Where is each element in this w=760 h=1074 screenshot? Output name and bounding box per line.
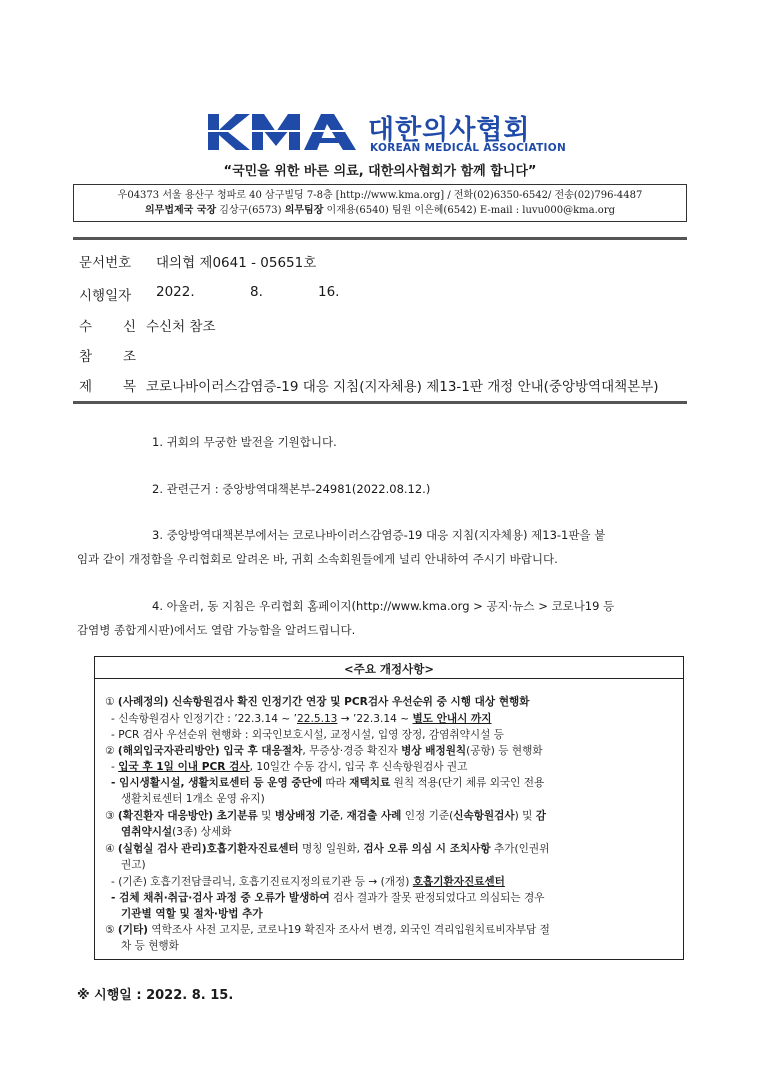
item-4-sub-1 [111, 875, 505, 889]
amendments-box [94, 656, 684, 960]
header-bottom-rule [73, 401, 687, 404]
team-contact: 이재용(6540) 팀원 이은혜(6542) E-mail : luvu000@kma.org [326, 205, 615, 216]
item-2-sub-2-bold-2: 재택치료 [349, 777, 391, 789]
item-2-sub-2-continued: 생활치료센터 1개소 운영 유지) [121, 793, 265, 805]
item-3-mid-3: 인정 기준( [401, 810, 454, 822]
paragraph-4-line-2: 감염병 종합게시판)에서도 열람 가능함을 알려드립니다. [77, 623, 356, 637]
item-4-sub-2-continued [121, 907, 263, 921]
item-2-heading: (해외입국자관리방안) 입국 후 대응절차 [117, 745, 303, 757]
item-4-mid: 명칭 일원화, [298, 843, 364, 855]
item-1-number: ① [105, 696, 115, 708]
item-2-heading-2: 병상 배정원칙 [401, 745, 467, 757]
item-1-sub-1-text-a: - 신속항원검사 인정기간 : ’22.3.14 ~ ’ [111, 713, 297, 725]
item-4-heading-2: 검사 오류 의심 시 조치사항 [363, 843, 491, 855]
item-1-sub-2: - PCR 검사 우선순위 현행화 : 외국인보호시설, 교정시설, 입영 장정, 감염취약시설 등 [111, 729, 504, 741]
contact-address-line: 우04373 서울 용산구 청파로 40 삼구빌딩 7-8층 [http://www.kma.org] / 전화(02)6350-6542/ 전송(02)796-4487 [117, 190, 643, 201]
recipient-label-1: 수 [79, 319, 93, 335]
contact-box [73, 184, 687, 222]
amendment-item-2 [105, 744, 543, 758]
item-2-sub-1-dash: - [111, 761, 119, 773]
item-4-number: ④ [105, 843, 115, 855]
header-top-rule [73, 237, 687, 240]
item-2-sub-2-bold: - 임시생활시설, 생활치료센터 등 운영 중단에 [111, 777, 323, 789]
item-2-text-mid: , 무증상·경증 확진자 [302, 745, 402, 757]
item-3-heading-5: 감 [535, 810, 546, 822]
item-2-sub-2-end: 원칙 적용(단기 체류 외국인 전용 [390, 777, 545, 789]
kma-logo [206, 108, 567, 156]
item-3-heading: (확진환자 대응방안) 초기분류 [117, 810, 258, 822]
item-1-heading: (사례정의) 신속항원검사 확진 인정기간 연장 및 PCR검사 우선순위 중 시행 대상 현행화 [117, 696, 530, 708]
reference-label-1: 참 [79, 349, 93, 365]
item-3-cont-bold: 염취약시설 [121, 826, 173, 838]
date-row [79, 284, 340, 304]
item-4-sub-2-bold: - 검체 채취·취급·검사 과정 중 오류가 발생하여 [111, 892, 330, 904]
director-title: 의무법제국 국장 [145, 205, 217, 216]
subject-label-1: 제 [79, 379, 93, 395]
item-5-continued: 차 등 현행화 [121, 940, 179, 952]
item-2-sub-1 [111, 760, 467, 774]
director-name: 김상구(6573) [219, 205, 282, 216]
amendment-item-3 [105, 809, 546, 823]
slogan: “국민을 위한 바른 의료, 대한의사협회가 함께 합니다” [223, 164, 537, 179]
item-4-sub-2 [111, 891, 544, 905]
date-month: 8. [250, 284, 263, 300]
item-4-sub-2-cont-bold: 기관별 역할 및 절차·방법 추가 [121, 908, 263, 920]
item-1-sub-1 [111, 712, 491, 726]
recipient-value: 수신처 참조 [146, 319, 216, 335]
doc-number-label: 문서번호 [79, 255, 132, 271]
item-3-mid: 및 [257, 810, 275, 822]
item-4-continued: 권고) [121, 859, 146, 871]
item-1-sub-1-new-end: 별도 안내시 까지 [412, 713, 492, 725]
subject-value: 코로나바이러스감염증-19 대응 지침(지자체용) 제13-1판 개정 안내(중앙방역대책본부) [146, 379, 659, 395]
item-4-sub-1-text: - (기존) 호흡기전담클리닉, 호흡기진료지정의료기관 등 → (개정) [111, 876, 413, 888]
item-2-sub-1-bold: 입국 후 1일 이내 PCR 검사 [118, 761, 250, 773]
amendments-title: <주요 개정사항> [344, 662, 434, 676]
item-3-heading-2: 병상배정 기준 [274, 810, 340, 822]
paragraph-2: 2. 관련근거 : 중앙방역대책본부-24981(2022.08.12.) [152, 482, 431, 496]
amendment-item-1 [105, 695, 530, 709]
item-3-heading-3: 재검출 사례 [346, 810, 402, 822]
item-3-heading-4: 신속항원검사 [453, 810, 515, 822]
item-3-mid-4: ) 및 [514, 810, 536, 822]
item-4-heading: (실험실 검사 관리)호흡기환자진료센터 [117, 843, 299, 855]
amendment-item-4 [105, 842, 549, 856]
item-5-number: ⑤ [105, 924, 115, 936]
item-5-heading: (기타) [117, 924, 149, 936]
effective-date: ※ 시행일 : 2022. 8. 15. [77, 988, 234, 1003]
doc-number-row [79, 251, 317, 271]
item-3-cont-end: (3종) 상세화 [172, 826, 232, 838]
item-4-end: 추가(인권위 [490, 843, 550, 855]
subject-label-2: 목 [123, 379, 137, 395]
item-1-sub-1-old-end: 22.5.13 [296, 713, 338, 725]
date-label: 시행일자 [79, 288, 132, 304]
item-2-sub-2-mid: 따라 [322, 777, 350, 789]
item-1-sub-1-text-b: → ’22.3.14 ~ [337, 713, 413, 725]
item-2-sub-1-end: , 10일간 수동 감시, 입국 후 신속항원검사 권고 [249, 761, 468, 773]
reference-label-2: 조 [123, 349, 137, 365]
paragraph-4-line-1: 4. 아울러, 동 지침은 우리협회 홈페이지(http://www.kma.org > 공지·뉴스 > 코로나19 등 [152, 599, 615, 613]
team-leader-title: 의무팀장 [284, 205, 324, 216]
amendments-title-rule [95, 678, 683, 679]
item-5-end: 역학조사 사전 고지문, 코로나19 확진자 조사서 변경, 외국인 격리입원치료비자부담 절 [148, 924, 550, 936]
logo-english-name: KOREAN MEDICAL ASSOCIATION [370, 142, 567, 154]
item-3-number: ③ [105, 810, 115, 822]
item-2-text-end: (공항) 등 현행화 [466, 745, 543, 757]
item-3-mid-2: , [339, 810, 347, 822]
item-4-sub-1-bold: 호흡기환자진료센터 [412, 876, 505, 888]
date-day: 16. [318, 284, 340, 300]
kma-wordmark-icon [206, 108, 366, 154]
item-2-number: ② [105, 745, 115, 757]
item-4-sub-2-end: 검사 결과가 잘못 판정되었다고 의심되는 경우 [329, 892, 545, 904]
recipient-label-2: 신 [123, 319, 137, 335]
contact-staff-line [74, 203, 686, 218]
date-year: 2022. [156, 284, 195, 300]
doc-number-value: 대의협 제0641 - 05651호 [156, 255, 317, 271]
paragraph-1: 1. 귀회의 무궁한 발전을 기원합니다. [152, 435, 337, 449]
item-3-continued [121, 825, 231, 839]
paragraph-3-line-1: 3. 중앙방역대책본부에서는 코로나바이러스감염증-19 대응 지침(지자체용) 제13-1판을 붙 [152, 528, 606, 542]
amendment-item-5 [105, 923, 550, 937]
item-2-sub-2 [111, 776, 544, 790]
logo-korean-name: 대한의사협회 [368, 115, 531, 146]
paragraph-3-line-2: 임과 같이 개정함을 우리협회로 알려온 바, 귀회 소속회원들에게 널리 안내하여 주시기 바랍니다. [77, 552, 558, 566]
